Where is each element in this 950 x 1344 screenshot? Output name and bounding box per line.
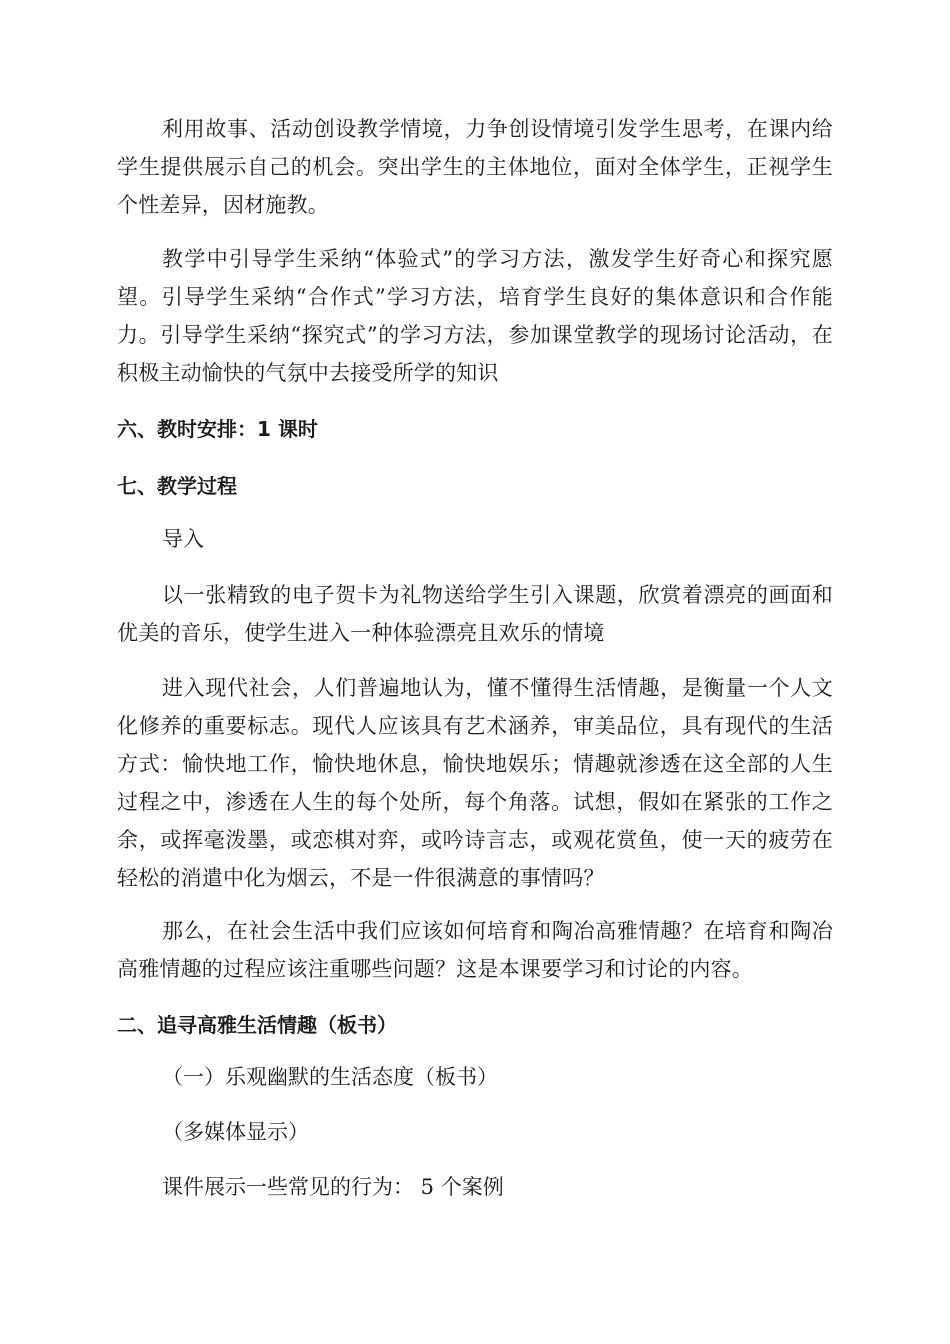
heading-pursue-elegant-interests: 二、追寻高雅生活情趣（板书） xyxy=(117,1013,397,1037)
note-courseware-cases: 课件展示一些常见的行为： 5 个案例 xyxy=(162,1175,504,1199)
subheading-optimistic-attitude: （一）乐观幽默的生活态度（板书） xyxy=(162,1065,498,1089)
paragraph-lesson-questions: 那么，在社会生活中我们应该如何培育和陶冶高雅情趣？在培育和陶冶高雅情趣的过程应该注重哪些问题？这是本课要学习和讨论的内容。 xyxy=(117,919,833,981)
heading-teaching-process: 七、教学过程 xyxy=(117,474,237,498)
paragraph-learning-methods: 教学中引导学生采纳“体验式”的学习方法，激发学生好奇心和探究愿望。引导学生采纳“合作式”学习方法，培育学生良好的集体意识和合作能力。引导学生采纳“探究式”的学习方法，参加课堂教学的现场讨论活动，在积极主动愉快的气氛中去接受所学的知识 xyxy=(117,247,833,385)
paragraph-greeting-card: 以一张精致的电子贺卡为礼物送给学生引入课题，欣赏着漂亮的画面和优美的音乐，使学生进入一种体验漂亮且欢乐的情境 xyxy=(117,583,833,645)
note-multimedia-display: （多媒体显示） xyxy=(162,1120,309,1144)
label-introduction: 导入 xyxy=(162,527,204,551)
paragraph-teaching-situation: 利用故事、活动创设教学情境，力争创设情境引发学生思考，在课内给学生提供展示自己的机会。突出学生的主体地位，面对全体学生，正视学生个性差异，因材施教。 xyxy=(117,117,833,217)
heading-class-schedule: 六、教时安排：1 课时 xyxy=(117,417,318,441)
paragraph-modern-society: 进入现代社会，人们普遍地认为，懂不懂得生活情趣，是衡量一个人文化修养的重要标志。现代人应该具有艺术涵养，审美品位，具有现代的生活方式：愉快地工作，愉快地休息，愉快地娱乐；情趣就渗透在这全部的人生过程之中，渗透在人生的每个处所，每个角落。试想，假如在紧张的工作之余，或挥毫泼墨，或恋棋对弈，或吟诗言志，或观花赏鱼，使一天的疲劳在轻松的消遣中化为烟云，不是一件很满意的事情吗？ xyxy=(117,676,833,890)
